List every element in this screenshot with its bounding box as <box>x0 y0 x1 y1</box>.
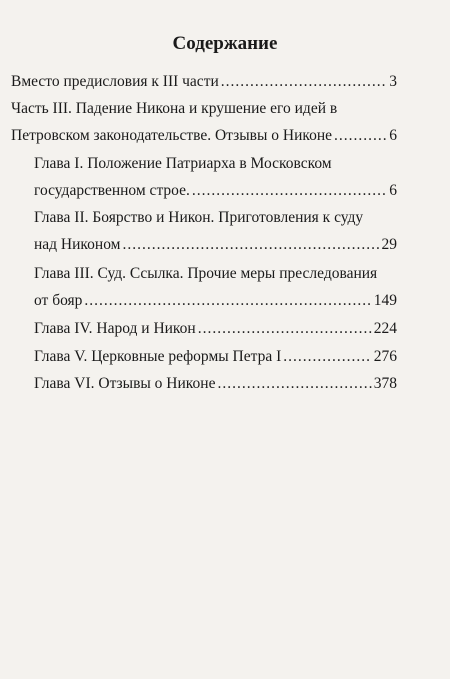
dot-leader <box>192 177 387 204</box>
toc-entry-foreword <box>11 68 397 95</box>
entry-text: Вместо предисловия к III части <box>11 73 219 90</box>
page-number: 29 <box>381 236 397 253</box>
dot-leader <box>221 68 387 95</box>
entry-text: Глава III. Суд. Ссылка. Прочие меры преследования <box>34 265 378 282</box>
page-number: 378 <box>373 375 397 392</box>
dot-leader <box>217 370 371 397</box>
entry-text: государственном строе. <box>34 182 190 199</box>
entry-text: Глава IV. Народ и Никон <box>34 320 196 337</box>
toc-entry-chapter-5 <box>34 343 397 370</box>
toc-entry-chapter-6 <box>34 370 397 397</box>
toc-entry-chapter-1 <box>34 150 397 204</box>
toc-entry-chapter-4 <box>34 315 397 342</box>
entry-text: Глава I. Положение Патриарха в Московском <box>34 155 332 172</box>
entry-text: Глава VI. Отзывы о Никоне <box>34 375 216 392</box>
toc-entry-chapter-2 <box>34 204 397 258</box>
dot-leader <box>84 287 371 314</box>
toc-entry-part-3 <box>11 95 397 149</box>
dot-leader <box>198 315 372 342</box>
entry-text: от бояр <box>34 292 83 309</box>
dot-leader <box>283 343 371 370</box>
dot-leader <box>334 122 387 149</box>
page-number: 6 <box>389 182 397 199</box>
entry-text: Часть III. Падение Никона и крушение его идей в <box>11 100 338 117</box>
page-title: Содержание <box>172 33 278 54</box>
page-number: 224 <box>373 320 397 337</box>
page-number: 3 <box>389 73 397 90</box>
entry-text: Глава V. Церковные реформы Петра I <box>34 348 282 365</box>
page-number: 149 <box>373 292 397 309</box>
entry-text: над Никоном <box>34 236 121 253</box>
dot-leader <box>122 231 379 258</box>
page-number: 276 <box>373 348 397 365</box>
entry-text: Глава II. Боярство и Никон. Приготовления к суду <box>34 209 364 226</box>
page-number: 6 <box>389 127 397 144</box>
toc-entry-chapter-3 <box>34 260 397 314</box>
entry-text: Петровском законодательстве. Отзывы о Никоне <box>11 127 333 144</box>
